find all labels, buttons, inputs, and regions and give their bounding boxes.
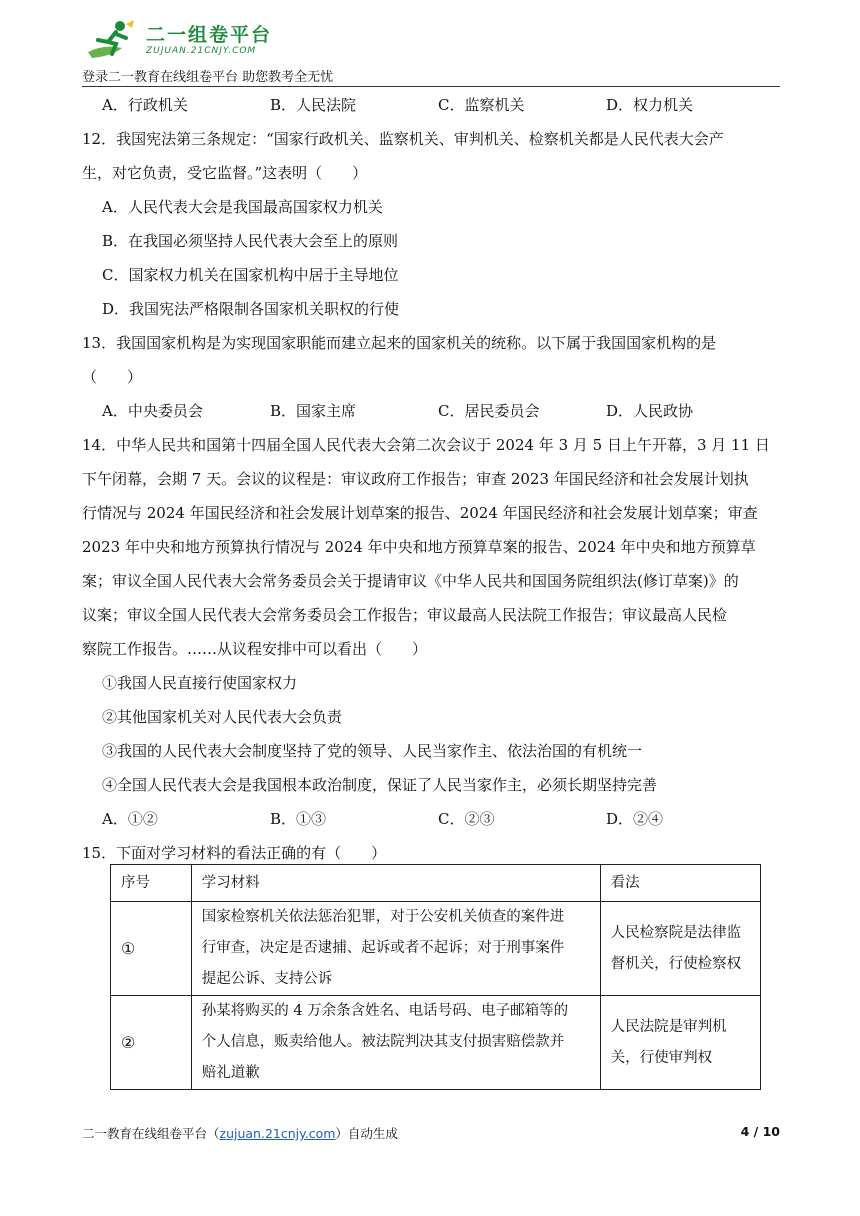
footer-prefix: 二一教育在线组卷平台（ xyxy=(82,1126,220,1141)
view-cell xyxy=(600,996,760,1090)
row-number: ① xyxy=(111,902,192,996)
question-content xyxy=(82,88,780,870)
header-divider xyxy=(82,86,780,87)
q11-option-a[interactable]: A．行政机关 xyxy=(102,96,188,114)
table-header-cell: 看法 xyxy=(600,865,760,902)
q11-option-d[interactable]: D．权力机关 xyxy=(606,96,694,114)
q13-stem-line2: （ ） xyxy=(82,368,143,386)
footer-source xyxy=(82,1124,398,1142)
q13-stem-line1: 13．我国国家机构是为实现国家职能而建立起来的国家机关的统称。以下属于我国国家机构的是 xyxy=(82,334,717,352)
q11-options xyxy=(82,88,780,122)
q14-stem-line: 2023 年中央和地方预算执行情况与 2024 年中央和地方预算草案的报告、2024 年中央和地方预算草 xyxy=(82,538,756,556)
q14-option-d[interactable]: D．②④ xyxy=(606,810,664,828)
q12-option-c[interactable]: C．国家权力机关在国家机构中居于主导地位 xyxy=(102,266,399,284)
q14-option-b[interactable]: B．①③ xyxy=(270,810,327,828)
view-cell xyxy=(600,902,760,996)
view-line: 督机关，行使检察权 xyxy=(610,955,742,972)
q13-option-a[interactable]: A．中央委员会 xyxy=(102,402,203,420)
view-line: 人民法院是审判机 xyxy=(610,1018,727,1035)
q14-stem-line: 察院工作报告。……从议程安排中可以看出（ ） xyxy=(82,640,428,658)
q14-statement-1: ①我国人民直接行使国家权力 xyxy=(102,674,298,692)
q12-option-b[interactable]: B．在我国必须坚持人民代表大会至上的原则 xyxy=(102,232,399,250)
q12-stem-line2: 生，对它负责，受它监督。”这表明（ ） xyxy=(82,164,368,182)
material-line: 孙某将购买的 4 万余条含姓名、电话号码、电子邮箱等的 xyxy=(201,1003,569,1019)
footer-suffix: ）自动生成 xyxy=(335,1126,398,1141)
q15-table xyxy=(110,864,761,1090)
q11-option-b[interactable]: B．人民法院 xyxy=(270,96,357,114)
table-row xyxy=(111,902,761,996)
material-line: 提起公诉、支持公诉 xyxy=(201,971,333,987)
material-line: 赔礼道歉 xyxy=(201,1065,260,1081)
q14-stem-line: 行情况与 2024 年国民经济和社会发展计划草案的报告、2024 年国民经济和社会发展计划草案；审查 xyxy=(82,504,758,522)
q13-options xyxy=(82,394,780,428)
q14-options xyxy=(82,802,780,836)
q14-statement-4: ④全国人民代表大会是我国根本政治制度，保证了人民当家作主，必须长期坚持完善 xyxy=(102,776,658,794)
view-line: 人民检察院是法律监 xyxy=(610,924,742,941)
footer-link[interactable]: zujuan.21cnjy.com xyxy=(219,1126,336,1141)
page-number: 4 / 10 xyxy=(740,1124,780,1139)
page-footer xyxy=(82,1124,780,1142)
material-line: 国家检察机关依法惩治犯罪，对于公安机关侦查的案件进 xyxy=(201,909,565,925)
table-header-cell: 序号 xyxy=(111,865,192,902)
q13-option-c[interactable]: C．居民委员会 xyxy=(438,402,540,420)
header-slogan: 登录二一教育在线组卷平台 助您教考全无忧 xyxy=(82,70,334,85)
q14-option-a[interactable]: A．①② xyxy=(102,810,158,828)
q14-option-c[interactable]: C．②③ xyxy=(438,810,495,828)
page-header xyxy=(82,16,778,86)
q14-stem-line: 议案；审议全国人民代表大会常务委员会工作报告；审议最高人民法院工作报告；审议最高人民检 xyxy=(82,606,728,624)
material-line: 行审查，决定是否逮捕、起诉或者不起诉；对于刑事案件 xyxy=(201,940,565,956)
material-cell xyxy=(191,902,600,996)
q15-stem: 15．下面对学习材料的看法正确的有（ ） xyxy=(82,844,387,862)
q12-stem-line1: 12．我国宪法第三条规定：“国家行政机关、监察机关、审判机关、检察机关都是人民代表大会产 xyxy=(82,130,724,148)
q12-option-a[interactable]: A．人民代表大会是我国最高国家权力机关 xyxy=(102,198,383,216)
view-line: 关，行使审判权 xyxy=(610,1049,713,1066)
q12-option-d[interactable]: D．我国宪法严格限制各国家机关职权的行使 xyxy=(102,300,400,318)
q11-option-c[interactable]: C．监察机关 xyxy=(438,96,525,114)
q13-option-d[interactable]: D．人民政协 xyxy=(606,402,694,420)
material-line: 个人信息，贩卖给他人。被法院判决其支付损害赔偿款并 xyxy=(201,1034,565,1050)
logo xyxy=(82,16,778,64)
q14-stem-line: 14．中华人民共和国第十四届全国人民代表大会第二次会议于 2024 年 3 月 5 日上午开幕，3 月 11 日 xyxy=(82,436,770,454)
q14-stem-line: 案；审议全国人民代表大会常务委员会关于提请审议《中华人民共和国国务院组织法(修订草案)》的 xyxy=(82,572,739,590)
table-header-row xyxy=(111,865,761,902)
q14-stem-line: 下午闭幕，会期 7 天。会议的议程是：审议政府工作报告；审查 2023 年国民经济和社会发展计划执 xyxy=(82,470,749,488)
q14-statement-3: ③我国的人民代表大会制度坚持了党的领导、人民当家作主、依法治国的有机统一 xyxy=(102,742,643,760)
row-number: ② xyxy=(111,996,192,1090)
table-header-cell: 学习材料 xyxy=(191,865,600,902)
logo-url: ZUJUAN.21CNJY.COM xyxy=(146,46,257,56)
logo-title: 二一组卷平台 xyxy=(146,24,273,46)
table-row xyxy=(111,996,761,1090)
q13-option-b[interactable]: B．国家主席 xyxy=(270,402,357,420)
material-cell xyxy=(191,996,600,1090)
q14-statement-2: ②其他国家机关对人民代表大会负责 xyxy=(102,708,343,726)
runner-logo-icon xyxy=(82,18,142,62)
